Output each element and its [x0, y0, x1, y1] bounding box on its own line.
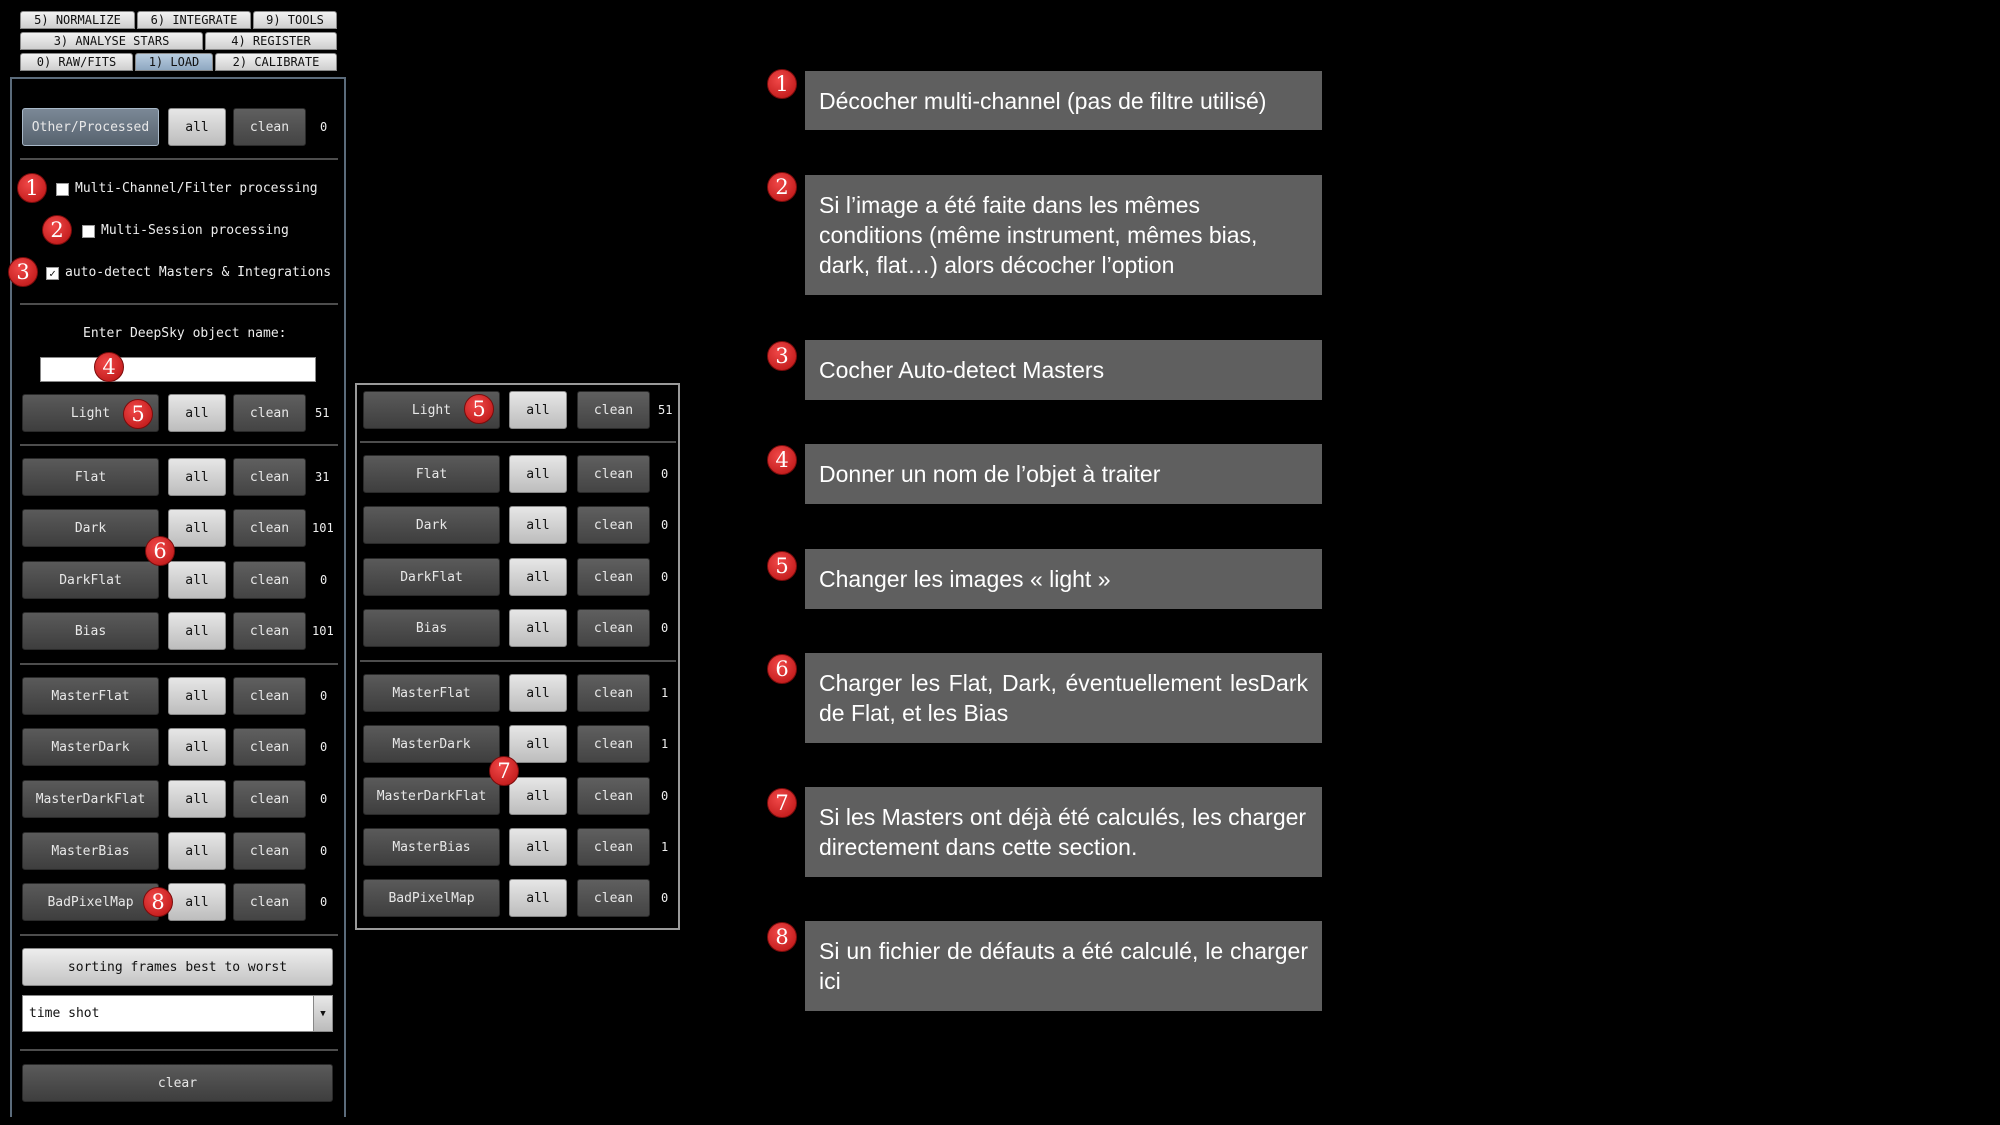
darkflat-button[interactable]: DarkFlat — [22, 561, 159, 599]
note-3 — [805, 340, 1322, 400]
mid-darkflat-all-button[interactable]: all — [509, 558, 567, 596]
multi-session-label: Multi-Session processing — [101, 223, 289, 238]
mid-flat-clean-button[interactable]: clean — [577, 455, 650, 493]
other-processed-button[interactable]: Other/Processed — [22, 108, 159, 146]
note-badge-7: 7 — [767, 788, 797, 818]
mid-dark-clean-button[interactable]: clean — [577, 506, 650, 544]
mid-masterflat-clean-button[interactable]: clean — [577, 674, 650, 712]
note-7-text: Si les Masters ont déjà été calculés, les charger directement dans cette section. — [819, 804, 1307, 860]
annotation-badge-3: 3 — [8, 257, 38, 287]
masterdarkflat-all-button[interactable]: all — [168, 780, 226, 818]
chevron-down-icon[interactable]: ▼ — [313, 996, 332, 1031]
note-3-text: Cocher Auto-detect Masters — [819, 357, 1105, 383]
mid-light-button[interactable]: Light — [363, 391, 500, 429]
darkflat-count: 0 — [320, 573, 328, 587]
mid-light-count: 51 — [658, 403, 673, 417]
flat-button[interactable]: Flat — [22, 458, 159, 496]
mid-bias-all-button[interactable]: all — [509, 609, 567, 647]
masterflat-button[interactable]: MasterFlat — [22, 677, 159, 715]
annotation-badge-4: 4 — [94, 352, 124, 382]
annotation-badge-8: 8 — [143, 887, 173, 917]
masterflat-clean-button[interactable]: clean — [233, 677, 306, 715]
note-4-text: Donner un nom de l’objet à traiter — [819, 461, 1161, 487]
bias-count: 101 — [312, 624, 334, 638]
bias-button[interactable]: Bias — [22, 612, 159, 650]
note-8-text: Si un fichier de défauts a été calculé, le charger ici — [819, 938, 1308, 994]
note-1-text: Décocher multi-channel (pas de filtre utilisé) — [819, 87, 1267, 114]
mid-light-all-button[interactable]: all — [509, 391, 567, 429]
annotation-badge-5-mid: 5 — [464, 394, 494, 424]
separator — [360, 441, 676, 443]
masterdark-clean-button[interactable]: clean — [233, 728, 306, 766]
separator — [20, 663, 338, 665]
light-count: 51 — [315, 406, 330, 420]
mid-badpixelmap-count: 0 — [661, 891, 669, 905]
tab-register[interactable]: 4) REGISTER — [205, 32, 337, 50]
note-4 — [805, 444, 1322, 504]
masterdarkflat-count: 0 — [320, 792, 328, 806]
separator — [360, 660, 676, 662]
sort-order-select[interactable] — [22, 995, 333, 1032]
other-processed-all-button[interactable]: all — [168, 108, 226, 146]
note-badge-5: 5 — [767, 551, 797, 581]
badpixelmap-button[interactable]: BadPixelMap — [22, 883, 159, 921]
mid-masterbias-all-button[interactable]: all — [509, 828, 567, 866]
masterbias-clean-button[interactable]: clean — [233, 832, 306, 870]
light-button[interactable]: Light — [22, 394, 159, 432]
note-2-text: Si l’image a été faite dans les mêmes conditions (même instrument, mêmes bias, dark, flat…) alors décocher l’option — [819, 192, 1258, 278]
note-badge-6: 6 — [767, 654, 797, 684]
mid-flat-all-button[interactable]: all — [509, 455, 567, 493]
masterbias-all-button[interactable]: all — [168, 832, 226, 870]
bias-clean-button[interactable]: clean — [233, 612, 306, 650]
masterflat-all-button[interactable]: all — [168, 677, 226, 715]
mid-masterdark-clean-button[interactable]: clean — [577, 725, 650, 763]
mid-bias-count: 0 — [661, 621, 669, 635]
note-2 — [805, 175, 1322, 295]
separator — [20, 303, 338, 305]
mid-badpixelmap-button[interactable]: BadPixelMap — [363, 879, 500, 917]
sorting-frames-button[interactable]: sorting frames best to worst — [22, 948, 333, 986]
mid-bias-button[interactable]: Bias — [363, 609, 500, 647]
darkflat-clean-button[interactable]: clean — [233, 561, 306, 599]
mid-masterbias-button[interactable]: MasterBias — [363, 828, 500, 866]
bias-all-button[interactable]: all — [168, 612, 226, 650]
mid-masterdark-button[interactable]: MasterDark — [363, 725, 500, 763]
masterdarkflat-button[interactable]: MasterDarkFlat — [22, 780, 159, 818]
auto-detect-checkbox[interactable]: ✓ — [46, 267, 59, 280]
badpixelmap-clean-button[interactable]: clean — [233, 883, 306, 921]
object-name-input[interactable] — [40, 357, 316, 382]
dark-count: 101 — [312, 521, 334, 535]
tab-integrate[interactable]: 6) INTEGRATE — [137, 11, 251, 29]
masterdark-count: 0 — [320, 740, 328, 754]
note-6 — [805, 653, 1322, 743]
tab-tools[interactable]: 9) TOOLS — [253, 11, 337, 29]
mid-masterflat-button[interactable]: MasterFlat — [363, 674, 500, 712]
mid-masterdark-count: 1 — [661, 737, 669, 751]
darkflat-all-button[interactable]: all — [168, 561, 226, 599]
mid-flat-button[interactable]: Flat — [363, 455, 500, 493]
masterflat-count: 0 — [320, 689, 328, 703]
masterbias-count: 0 — [320, 844, 328, 858]
tab-load[interactable]: 1) LOAD — [135, 53, 213, 71]
mid-dark-button[interactable]: Dark — [363, 506, 500, 544]
annotation-badge-1: 1 — [17, 173, 47, 203]
note-6-text: Charger les Flat, Dark, éventuellement lesDark de Flat, et les Bias — [819, 670, 1308, 726]
mid-masterbias-count: 1 — [661, 840, 669, 854]
multi-session-checkbox[interactable] — [82, 225, 95, 238]
flat-clean-button[interactable]: clean — [233, 458, 306, 496]
separator — [20, 158, 338, 160]
tab-normalize[interactable]: 5) NORMALIZE — [20, 11, 135, 29]
mid-darkflat-clean-button[interactable]: clean — [577, 558, 650, 596]
flat-all-button[interactable]: all — [168, 458, 226, 496]
note-badge-2: 2 — [767, 172, 797, 202]
annotation-badge-7: 7 — [489, 756, 519, 786]
tab-analyse-stars[interactable]: 3) ANALYSE STARS — [20, 32, 203, 50]
other-processed-clean-button[interactable]: clean — [233, 108, 306, 146]
tab-raw-fits[interactable]: 0) RAW/FITS — [20, 53, 133, 71]
annotation-badge-2: 2 — [42, 215, 72, 245]
mid-bias-clean-button[interactable]: clean — [577, 609, 650, 647]
note-badge-3: 3 — [767, 341, 797, 371]
note-badge-1: 1 — [767, 69, 797, 99]
mid-light-clean-button[interactable]: clean — [577, 391, 650, 429]
mid-masterdarkflat-button[interactable]: MasterDarkFlat — [363, 777, 500, 815]
masterbias-button[interactable]: MasterBias — [22, 832, 159, 870]
other-processed-count: 0 — [320, 120, 328, 134]
sort-order-value: time shot — [29, 1006, 100, 1021]
mid-masterdark-all-button[interactable]: all — [509, 725, 567, 763]
mid-darkflat-button[interactable]: DarkFlat — [363, 558, 500, 596]
separator — [20, 444, 338, 446]
mid-masterbias-clean-button[interactable]: clean — [577, 828, 650, 866]
badpixelmap-all-button[interactable]: all — [168, 883, 226, 921]
light-clean-button[interactable]: clean — [233, 394, 306, 432]
masterdark-all-button[interactable]: all — [168, 728, 226, 766]
dark-clean-button[interactable]: clean — [233, 509, 306, 547]
mid-flat-count: 0 — [661, 467, 669, 481]
note-7 — [805, 787, 1322, 877]
masterdarkflat-clean-button[interactable]: clean — [233, 780, 306, 818]
annotation-badge-6: 6 — [145, 536, 175, 566]
mid-darkflat-count: 0 — [661, 570, 669, 584]
mid-masterdarkflat-clean-button[interactable]: clean — [577, 777, 650, 815]
light-all-button[interactable]: all — [168, 394, 226, 432]
badpixelmap-count: 0 — [320, 895, 328, 909]
clear-button[interactable]: clear — [22, 1064, 333, 1102]
note-1 — [805, 71, 1322, 130]
annotation-badge-5: 5 — [123, 399, 153, 429]
mid-masterflat-count: 1 — [661, 686, 669, 700]
multi-channel-label: Multi-Channel/Filter processing — [75, 181, 318, 196]
note-badge-4: 4 — [767, 445, 797, 475]
mid-masterflat-all-button[interactable]: all — [509, 674, 567, 712]
dark-all-button[interactable]: all — [168, 509, 226, 547]
note-8 — [805, 921, 1322, 1011]
multi-channel-checkbox[interactable] — [56, 183, 69, 196]
mid-masterdarkflat-all-button[interactable]: all — [509, 777, 567, 815]
tab-calibrate[interactable]: 2) CALIBRATE — [215, 53, 337, 71]
note-5 — [805, 549, 1322, 609]
auto-detect-label: auto-detect Masters & Integrations — [65, 265, 332, 280]
mid-dark-all-button[interactable]: all — [509, 506, 567, 544]
object-name-prompt: Enter DeepSky object name: — [83, 326, 287, 341]
mid-dark-count: 0 — [661, 518, 669, 532]
separator — [20, 1049, 338, 1051]
note-badge-8: 8 — [767, 922, 797, 952]
mid-badpixelmap-all-button[interactable]: all — [509, 879, 567, 917]
flat-count: 31 — [315, 470, 330, 484]
mid-badpixelmap-clean-button[interactable]: clean — [577, 879, 650, 917]
separator — [20, 934, 338, 936]
masterdark-button[interactable]: MasterDark — [22, 728, 159, 766]
mid-masterdarkflat-count: 0 — [661, 789, 669, 803]
note-5-text: Changer les images « light » — [819, 566, 1111, 592]
dark-button[interactable]: Dark — [22, 509, 159, 547]
